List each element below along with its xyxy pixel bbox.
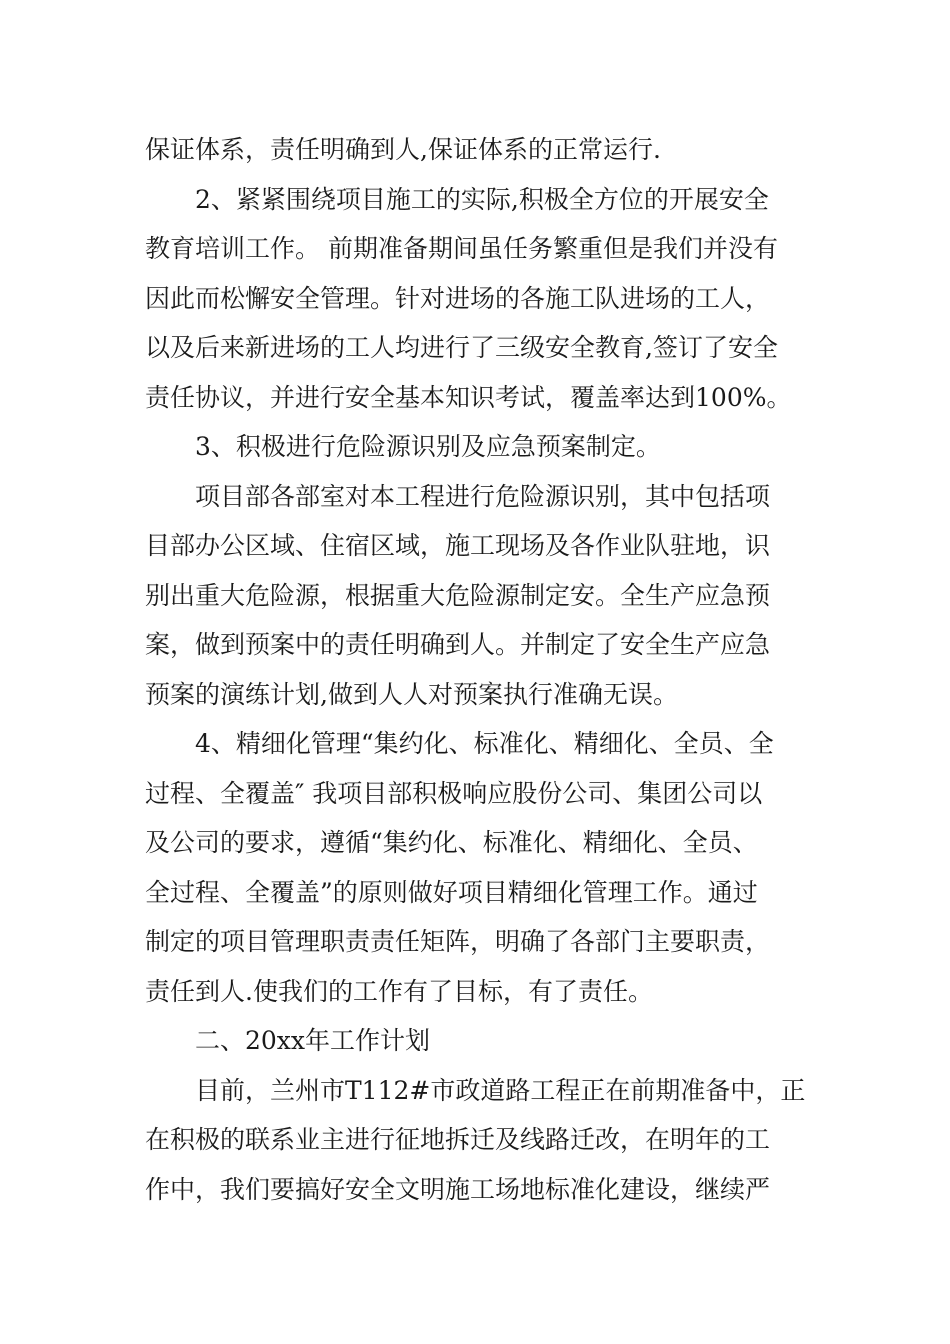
text-line: 目部办公区域、住宿区域，施工现场及各作业队驻地，识 — [145, 531, 771, 560]
text-line: 及公司的要求，遵循“集约化、标准化、精细化、全员、 — [145, 828, 758, 857]
text-line: 预案的演练计划,做到人人对预案执行准确无误。 — [145, 679, 678, 709]
text-line: 3、积极进行危险源识别及应急预案制定。 — [195, 432, 661, 461]
text-line: 作中，我们要搞好安全文明施工场地标准化建设，继续严 — [145, 1174, 771, 1204]
text-line: 因此而松懈安全管理。针对进场的各施工队进场的工人， — [145, 283, 771, 313]
text-line: 责任到人.使我们的工作有了目标，有了责任。 — [145, 976, 653, 1006]
text-line: 全过程、全覆盖”的原则做好项目精细化管理工作。通过 — [145, 877, 758, 907]
text-line: 4、精细化管理“集约化、标准化、精细化、全员、全 — [195, 729, 774, 758]
text-line: 目前，兰州市T112#市政道路工程正在前期准备中，正 — [195, 1075, 806, 1105]
section-heading: 二、20xx年工作计划 — [195, 1026, 431, 1055]
text-line: 2、紧紧围绕项目施工的实际,积极全方位的开展安全 — [195, 184, 769, 214]
text-line: 案，做到预案中的责任明确到人。并制定了安全生产应急 — [145, 630, 771, 659]
text-line: 制定的项目管理职责责任矩阵，明确了各部门主要职责， — [145, 927, 771, 956]
text-line: 过程、全覆盖″ 我项目部积极响应股份公司、集团公司以 — [145, 778, 763, 808]
text-line: 责任协议，并进行安全基本知识考试，覆盖率达到100%。 — [145, 382, 792, 412]
text-line: 保证体系，责任明确到人,保证体系的正常运行. — [145, 135, 661, 164]
text-line: 以及后来新进场的工人均进行了三级安全教育,签订了安全 — [145, 333, 778, 362]
document-body — [145, 125, 810, 1214]
text-line: 教育培训工作。 前期准备期间虽任务繁重但是我们并没有 — [145, 234, 778, 263]
text-line: 别出重大危险源，根据重大危险源制定安。全生产应急预 — [145, 580, 771, 610]
text-line: 项目部各部室对本工程进行危险源识别，其中包括项 — [195, 481, 771, 511]
text-line: 在积极的联系业主进行征地拆迁及线路迁改，在明年的工 — [145, 1125, 771, 1154]
